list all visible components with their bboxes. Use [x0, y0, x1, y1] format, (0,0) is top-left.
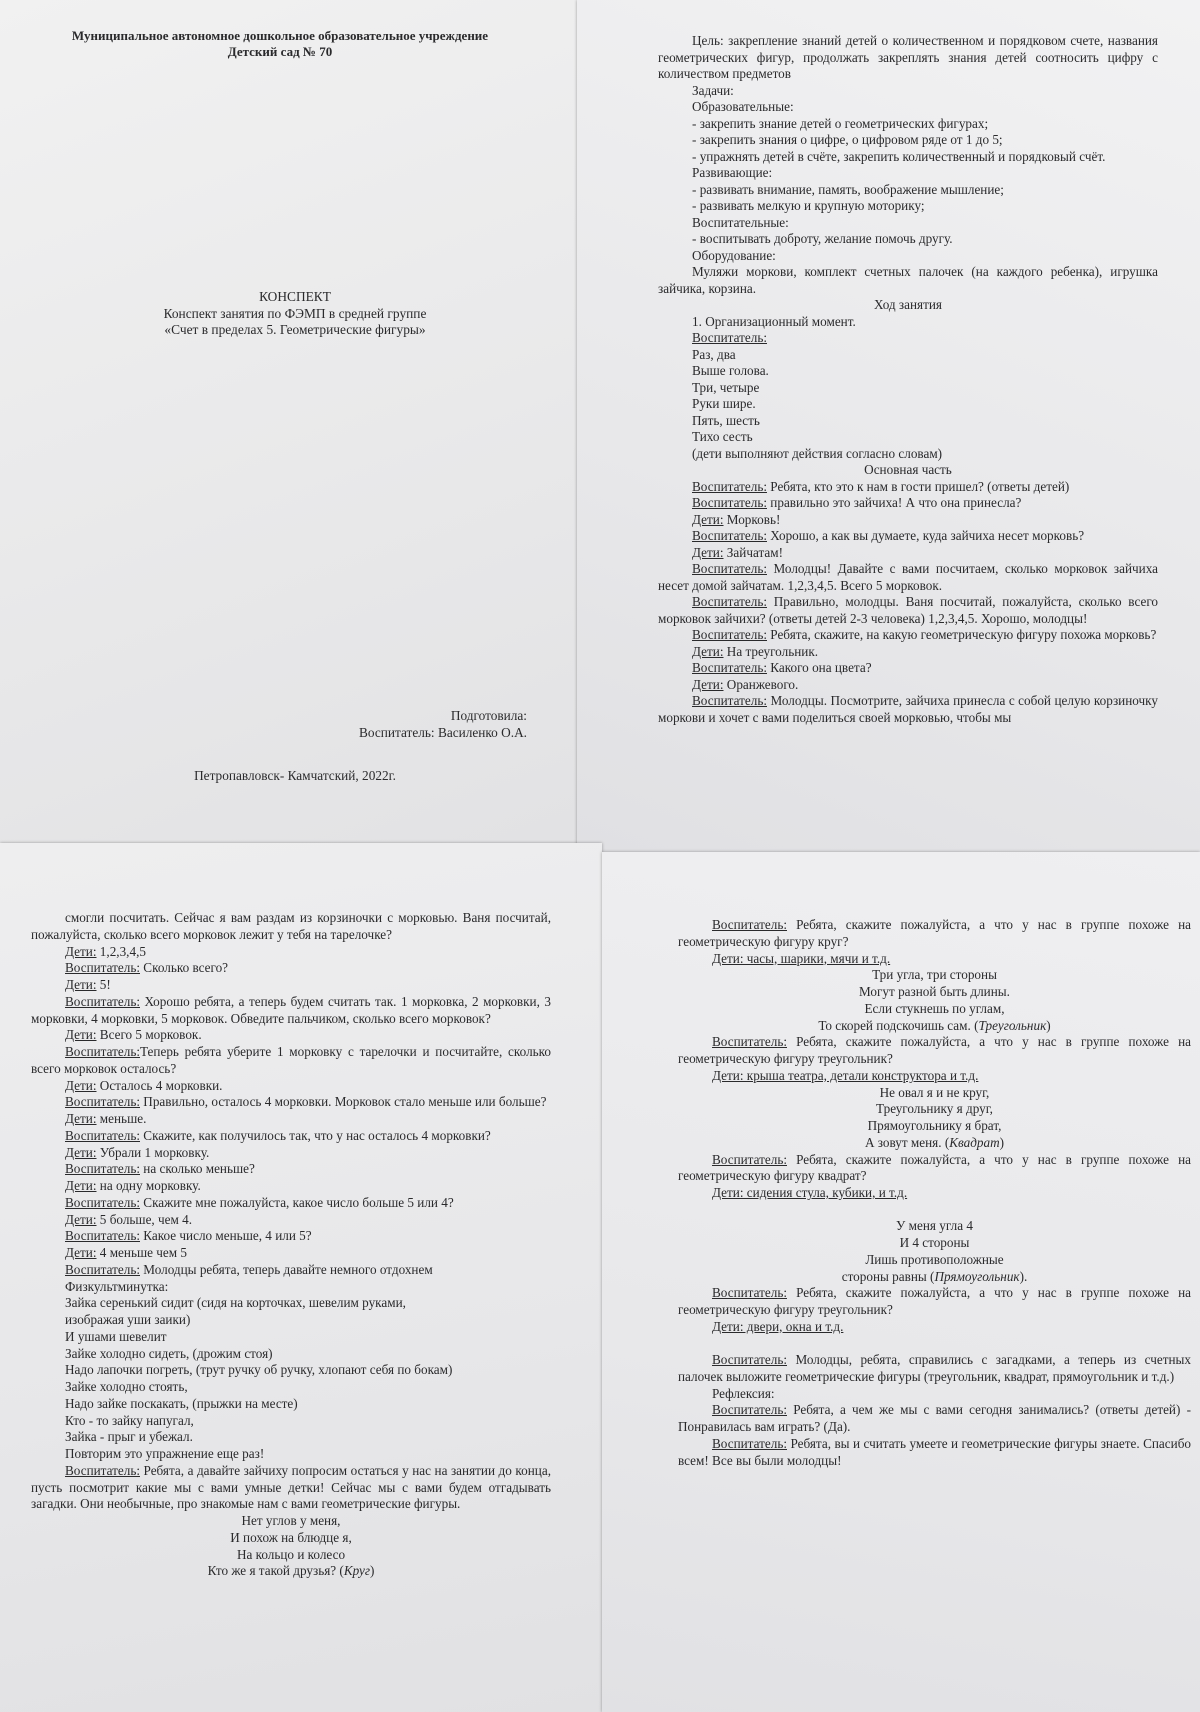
dialogue-line [658, 479, 1158, 496]
riddle-text: А зовут меня. ( [864, 1134, 950, 1150]
riddle-line: На кольцо и колесо [236, 1546, 346, 1562]
speaker-label: Дети: [65, 1211, 97, 1227]
speaker-label: Дети: [65, 1245, 97, 1260]
dialogue-line [31, 1262, 551, 1279]
dialogue-text: Какого она цвета? [767, 660, 872, 675]
riddle-line: Могут разной быть длины. [859, 984, 1010, 999]
dialogue-text: Теперь ребята уберите 1 морковку с тарелочки и посчитайте, сколько всего морковок осталось? [31, 1044, 551, 1076]
city-year: Петропавловск- Камчатский, 2022г. [194, 768, 396, 783]
speaker-label: Воспитатель: [65, 993, 140, 1009]
dialogue-line [31, 1463, 551, 1513]
section-heading: Ход занятия [874, 297, 942, 312]
dialogue-line [678, 1352, 1191, 1386]
speaker-label: Воспитатель: [65, 1044, 140, 1059]
speaker-label: Воспитатель: [712, 1034, 787, 1050]
speaker-label: Воспитатель: [712, 1352, 787, 1368]
speaker-label: Воспитатель: [65, 1228, 140, 1244]
paragraph: - закрепить знание детей о геометрических фигурах; [692, 115, 989, 131]
lesson-plan-sheet-3 [602, 852, 1200, 1712]
speaker-label: Дети: [65, 1077, 97, 1093]
poem-line: Руки шире. [692, 396, 756, 411]
dialogue-line [31, 960, 551, 977]
author-block [200, 708, 527, 741]
lesson-plan-sheet-2 [0, 843, 602, 1712]
riddle-line: Лишь противоположные [865, 1251, 1004, 1267]
dialogue-text: 5! [96, 977, 111, 992]
speaker-label: Воспитатель: [65, 1127, 140, 1143]
riddle-text: ) [370, 1563, 375, 1579]
speaker-label: Воспитатель: [65, 960, 140, 976]
riddle-text: ). [1019, 1268, 1028, 1284]
speaker-label: Воспитатель: [712, 1285, 787, 1301]
dialogue-text: Зайчатам! [723, 544, 783, 560]
dialogue-text: 5 больше, чем 4. [96, 1211, 193, 1227]
paragraph: - развивать внимание, память, воображение мышление; [692, 181, 1004, 197]
dialogue-text: 1,2,3,4,5 [96, 943, 146, 959]
dialogue-line [658, 677, 1158, 694]
paragraph: Развивающие: [692, 165, 773, 180]
riddle-text: Кто же я такой друзья? ( [207, 1563, 344, 1579]
dialogue-text: сидения стула, кубики, и т.д. [743, 1185, 908, 1200]
riddle-text: ) [999, 1134, 1005, 1150]
dialogue-text: меньше. [96, 1111, 147, 1126]
dialogue-text: двери, окна и т.д. [743, 1318, 844, 1334]
paragraph: Образовательные: [692, 99, 794, 114]
dialogue-line [678, 1319, 1191, 1336]
author-line: Подготовила: [450, 708, 527, 723]
dialogue-line [31, 1161, 551, 1178]
header-line: Детский сад № 70 [227, 44, 333, 59]
dialogue-text: Скажите, как получилось так, что у нас осталось 4 морковки? [140, 1127, 491, 1143]
paragraph: - упражнять детей в счёте, закрепить количественный и порядковый счёт. [692, 148, 1106, 164]
dialogue-line [31, 1145, 551, 1162]
dialogue-line [658, 644, 1158, 661]
riddle-text: ) [1046, 1017, 1051, 1033]
riddle-line [678, 1269, 1191, 1286]
exercise-line: Кто - то зайку напугал, [65, 1412, 194, 1428]
sheet4-text [678, 917, 1191, 1469]
dialogue-line [31, 1094, 551, 1111]
dialogue-line [678, 951, 1191, 968]
speaker-label: Воспитатель: [692, 627, 767, 642]
riddle-line: И похож на блюдце я, [230, 1529, 352, 1545]
dialogue-line [678, 1436, 1191, 1470]
dialogue-line [31, 1245, 551, 1262]
dialogue-line [31, 1195, 551, 1212]
paragraph: - закрепить знания о цифре, о цифровом ряде от 1 до 5; [692, 132, 1003, 147]
lesson-plan-sheet-1 [577, 0, 1200, 852]
dialogue-text: Оранжевого. [723, 676, 799, 692]
dialogue-text: Ребята, скажите пожалуйста, а что у нас в группе похоже на геометрическую фигуру круг? [678, 917, 1191, 949]
sheet2-text [658, 33, 1158, 726]
dialogue-line [678, 1285, 1191, 1319]
riddle-line [31, 1563, 551, 1580]
blank-line [678, 1202, 1191, 1219]
dialogue-line [31, 944, 551, 961]
dialogue-text: на сколько меньше? [140, 1161, 255, 1177]
speaker-label: Дети: [692, 676, 724, 692]
header-line: Муниципальное автономное дошкольное образовательное учреждение [71, 28, 489, 43]
riddle-answer: Треугольник [978, 1017, 1047, 1033]
dialogue-line [31, 1111, 551, 1128]
dialogue-line [678, 1034, 1191, 1068]
riddle-line: Если стукнешь по углам, [864, 1000, 1005, 1016]
dialogue-line [658, 594, 1158, 627]
exercise-line: изображая уши заики) [65, 1312, 191, 1327]
speaker-label: Дети: [65, 1178, 97, 1193]
author-line: Воспитатель: Василенко О.А. [359, 724, 527, 740]
dialogue-text: Скажите мне пожалуйста, какое число больше 5 или 4? [140, 1194, 454, 1210]
sheet3-text [31, 910, 551, 1580]
dialogue-text: Ребята, вы и считать умеете и геометрические фигуры знаете. Спасибо всем! Все вы были молодцы! [678, 1435, 1191, 1468]
speaker-label: Воспитатель: [65, 1094, 140, 1110]
paragraph: 1. Организационный момент. [692, 313, 856, 329]
speaker-label: Воспитатель: [65, 1161, 140, 1177]
dialogue-text: Ребята, скажите пожалуйста, а что у нас в группе похоже на геометрическую фигуру квадрат? [678, 1151, 1191, 1184]
paragraph: Оборудование: [692, 247, 776, 263]
speaker-label: Воспитатель: [712, 1435, 787, 1451]
dialogue-line [678, 1185, 1191, 1202]
dialogue-text: На треугольник. [723, 643, 819, 659]
dialogue-text: 4 меньше чем 5 [96, 1245, 187, 1260]
speaker-label: Воспитатель: [692, 495, 767, 510]
poem-line: Три, четыре [692, 379, 760, 395]
riddle-line: Прямоугольнику я брат, [867, 1118, 1002, 1133]
riddle-text: То скорей подскочишь сам. ( [818, 1017, 979, 1033]
dialogue-line [658, 528, 1158, 545]
dialogue-text: Ребята, скажите пожалуйста, а что у нас в группе похоже на геометрическую фигуру треугольник? [678, 1285, 1191, 1318]
dialogue-text: Убрали 1 морковку. [96, 1144, 210, 1160]
dialogue-line [678, 1068, 1191, 1085]
speaker-label: Дети: [712, 1318, 744, 1334]
paragraph: Муляжи моркови, комплект счетных палочек (на каждого ребенка), игрушка зайчика, корзина. [658, 264, 1158, 296]
speaker-label: Воспитатель: [712, 1402, 787, 1418]
title-line: Конспект занятия по ФЭМП в средней группе [163, 305, 427, 321]
dialogue-text: Ребята, а чем же мы с вами сегодня занимались? (ответы детей) - Понравилась вам играть? (Да). [678, 1402, 1191, 1435]
poem-line: Пять, шесть [692, 412, 760, 428]
paragraph: (дети выполняют действия согласно словам) [692, 445, 943, 461]
paragraph: Задачи: [692, 82, 734, 98]
dialogue-text: Правильно, осталось 4 морковки. Морковок стало меньше или больше? [140, 1094, 547, 1110]
dialogue-line [658, 512, 1158, 529]
dialogue-text: Молодцы. Посмотрите, зайчиха принесла с собой целую корзиночку моркови и хочет с вами поделиться своей морковью, чтобы мы [658, 693, 1158, 725]
dialogue-line [658, 545, 1158, 562]
speaker-label: Воспитатель: [692, 660, 767, 675]
blank-line [678, 1336, 1191, 1353]
dialogue-text: Ребята, кто это к нам в гости пришел? (ответы детей) [767, 478, 1070, 494]
speaker-label: Воспитатель: [692, 561, 767, 576]
riddle-line: Не овал я и не круг, [879, 1084, 990, 1100]
exercise-line: Зайка - прыг и убежал. [65, 1429, 193, 1445]
paragraph: Цель: закрепление знаний детей о количественном и порядковом счете, названия геометрических фигур, продолжать закреплять знания детей соотносить цифру с количеством предметов [658, 33, 1158, 81]
dialogue-text: Морковь! [723, 511, 781, 527]
paragraph: Повторим это упражнение еще раз! [65, 1446, 265, 1461]
paragraph: Физкультминутка: [65, 1278, 169, 1294]
dialogue-text: Молодцы ребята, теперь давайте немного отдохнем [140, 1261, 433, 1277]
title-line: КОНСПЕКТ [259, 289, 331, 304]
speaker-label: Дети: [692, 643, 724, 659]
dialogue-line [31, 1228, 551, 1245]
speaker-label: Воспитатель: [692, 594, 767, 609]
dialogue-line [31, 1212, 551, 1229]
speaker-label: Воспитатель: [692, 330, 767, 345]
exercise-line: И ушами шевелит [65, 1328, 167, 1344]
speaker-label: Дети: [712, 1185, 744, 1200]
dialogue-line [31, 994, 551, 1028]
riddle-line: Нет углов у меня, [241, 1513, 341, 1528]
dialogue-line [678, 917, 1191, 951]
dialogue-text: Ребята, скажите, на какую геометрическую фигуру похожа морковь? [767, 627, 1157, 642]
document-title [60, 289, 530, 339]
exercise-line: Зайка серенький сидит (сидя на корточках, шевелим руками, [65, 1295, 406, 1311]
dialogue-line [678, 1152, 1191, 1186]
dialogue-text: Ребята, скажите пожалуйста, а что у нас в группе похоже на геометрическую фигуру треугольник? [678, 1034, 1191, 1066]
riddle-line: Три угла, три стороны [872, 967, 997, 983]
dialogue-text: часы, шарики, мячи и т.д. [743, 950, 891, 966]
dialogue-text: Молодцы! Давайте с вами посчитаем, сколько морковок зайчиха несет домой зайчатам. 1,2,3,4,5. Всего 5 морковок. [658, 561, 1158, 593]
speaker-label: Воспитатель: [65, 1462, 140, 1478]
dialogue-line [31, 1078, 551, 1095]
dialogue-line [658, 660, 1158, 677]
speaker-label: Воспитатель: [692, 528, 767, 543]
riddle-line: Треугольнику я друг, [876, 1101, 993, 1117]
speaker-label: Дети: [712, 950, 744, 966]
paragraph: Рефлексия: [712, 1385, 775, 1401]
dialogue-line [31, 1027, 551, 1044]
speaker-label: Дети: [712, 1067, 744, 1083]
poem-line: Тихо сесть [692, 429, 753, 444]
riddle-line: У меня угла 4 [896, 1218, 973, 1234]
dialogue-line [31, 977, 551, 994]
exercise-line: Надо зайке поскакать, (прыжки на месте) [65, 1395, 298, 1411]
exercise-line: Зайке холодно сидеть, (дрожим стоя) [65, 1345, 273, 1361]
dialogue-text: Хорошо ребята, а теперь будем считать так. 1 морковка, 2 морковки, 3 морковки, 4 морковки, 5 морковок. Обведите пальчиком, сколько всего морковок? [31, 993, 551, 1026]
speaker-label: Дети: [692, 511, 724, 527]
dialogue-text: Всего 5 морковок. [96, 1027, 202, 1043]
riddle-text: стороны равны ( [841, 1268, 935, 1284]
speaker-label: Дети: [65, 943, 97, 959]
dialogue-line [31, 1128, 551, 1145]
speaker-label: Воспитатель: [65, 1261, 140, 1277]
exercise-line: Зайке холодно стоять, [65, 1379, 188, 1394]
title-page-sheet [0, 0, 577, 843]
paragraph: смогли посчитать. Сейчас я вам раздам из корзиночки с морковью. Ваня посчитай, пожалуйста, сколько всего морковок лежит у тебя на тарелочке? [31, 910, 551, 942]
dialogue-line [658, 693, 1158, 726]
speaker-label: Дети: [65, 977, 97, 992]
dialogue-line [658, 495, 1158, 512]
exercise-line: Надо лапочки погреть, (трут ручку об ручку, хлопают себя по бокам) [65, 1362, 453, 1378]
poem-line: Раз, два [692, 346, 736, 362]
dialogue-line [658, 561, 1158, 594]
dialogue-line [678, 1402, 1191, 1436]
dialogue-text: Какое число меньше, 4 или 5? [140, 1228, 312, 1244]
dialogue-text: Сколько всего? [140, 960, 229, 976]
riddle-line [678, 1135, 1191, 1152]
riddle-line [678, 1018, 1191, 1035]
dialogue-text: Правильно, молодцы. Ваня посчитай, пожалуйста, сколько всего морковок зайчихи? (ответы детей 2-3 человека) 1,2,3,4,5. Хорошо, молодцы! [658, 594, 1158, 626]
institution-header [40, 28, 520, 60]
poem-line: Выше голова. [692, 363, 769, 378]
paragraph: Воспитательные: [692, 214, 789, 230]
speaker-label: Воспитатель: [712, 1151, 787, 1167]
speaker-label: Воспитатель: [65, 1194, 140, 1210]
speaker-label: Воспитатель: [712, 917, 787, 932]
dialogue-text: Осталось 4 морковки. [96, 1077, 223, 1093]
riddle-answer: Круг [343, 1563, 371, 1579]
dialogue-line [31, 1044, 551, 1078]
paragraph: - воспитывать доброту, желание помочь другу. [692, 231, 953, 246]
dialogue-text: крыша театра, детали конструктора и т.д. [743, 1067, 979, 1083]
speaker-label: Дети: [65, 1144, 97, 1160]
dialogue-text: на одну морковку. [96, 1178, 201, 1193]
speaker-label: Дети: [65, 1111, 97, 1126]
speaker-label: Дети: [65, 1027, 97, 1043]
paragraph: - развивать мелкую и крупную моторику; [692, 198, 925, 213]
dialogue-line [658, 627, 1158, 644]
speaker-label: Дети: [692, 544, 724, 560]
dialogue-line [31, 1178, 551, 1195]
section-heading: Основная часть [864, 462, 952, 477]
dialogue-text: Хорошо, а как вы думаете, куда зайчиха несет морковь? [767, 528, 1085, 543]
speaker-label: Воспитатель: [692, 478, 767, 494]
riddle-answer: Квадрат [949, 1134, 1000, 1150]
dialogue-text: Ребята, а давайте зайчиху попросим остаться у нас на занятии до конца, пусть посмотрит какие мы с вами умные детки! Сейчас мы с вами будем отгадывать загадки. Они необычные, про знакомые нам с вами геометрические фигуры. [31, 1462, 551, 1512]
riddle-line: И 4 стороны [899, 1235, 970, 1251]
title-line: «Счет в пределах 5. Геометрические фигуры» [164, 322, 426, 337]
riddle-answer: Прямоугольник [934, 1268, 1020, 1284]
speaker-label: Воспитатель: [692, 693, 767, 708]
dialogue-text: Молодцы, ребята, справились с загадками, а теперь из счетных палочек выложите геометрические фигуры (треугольник, квадрат, прямоугольник и т.д.) [678, 1352, 1191, 1384]
dialogue-text: правильно это зайчиха! А что она принесла? [767, 495, 1022, 510]
